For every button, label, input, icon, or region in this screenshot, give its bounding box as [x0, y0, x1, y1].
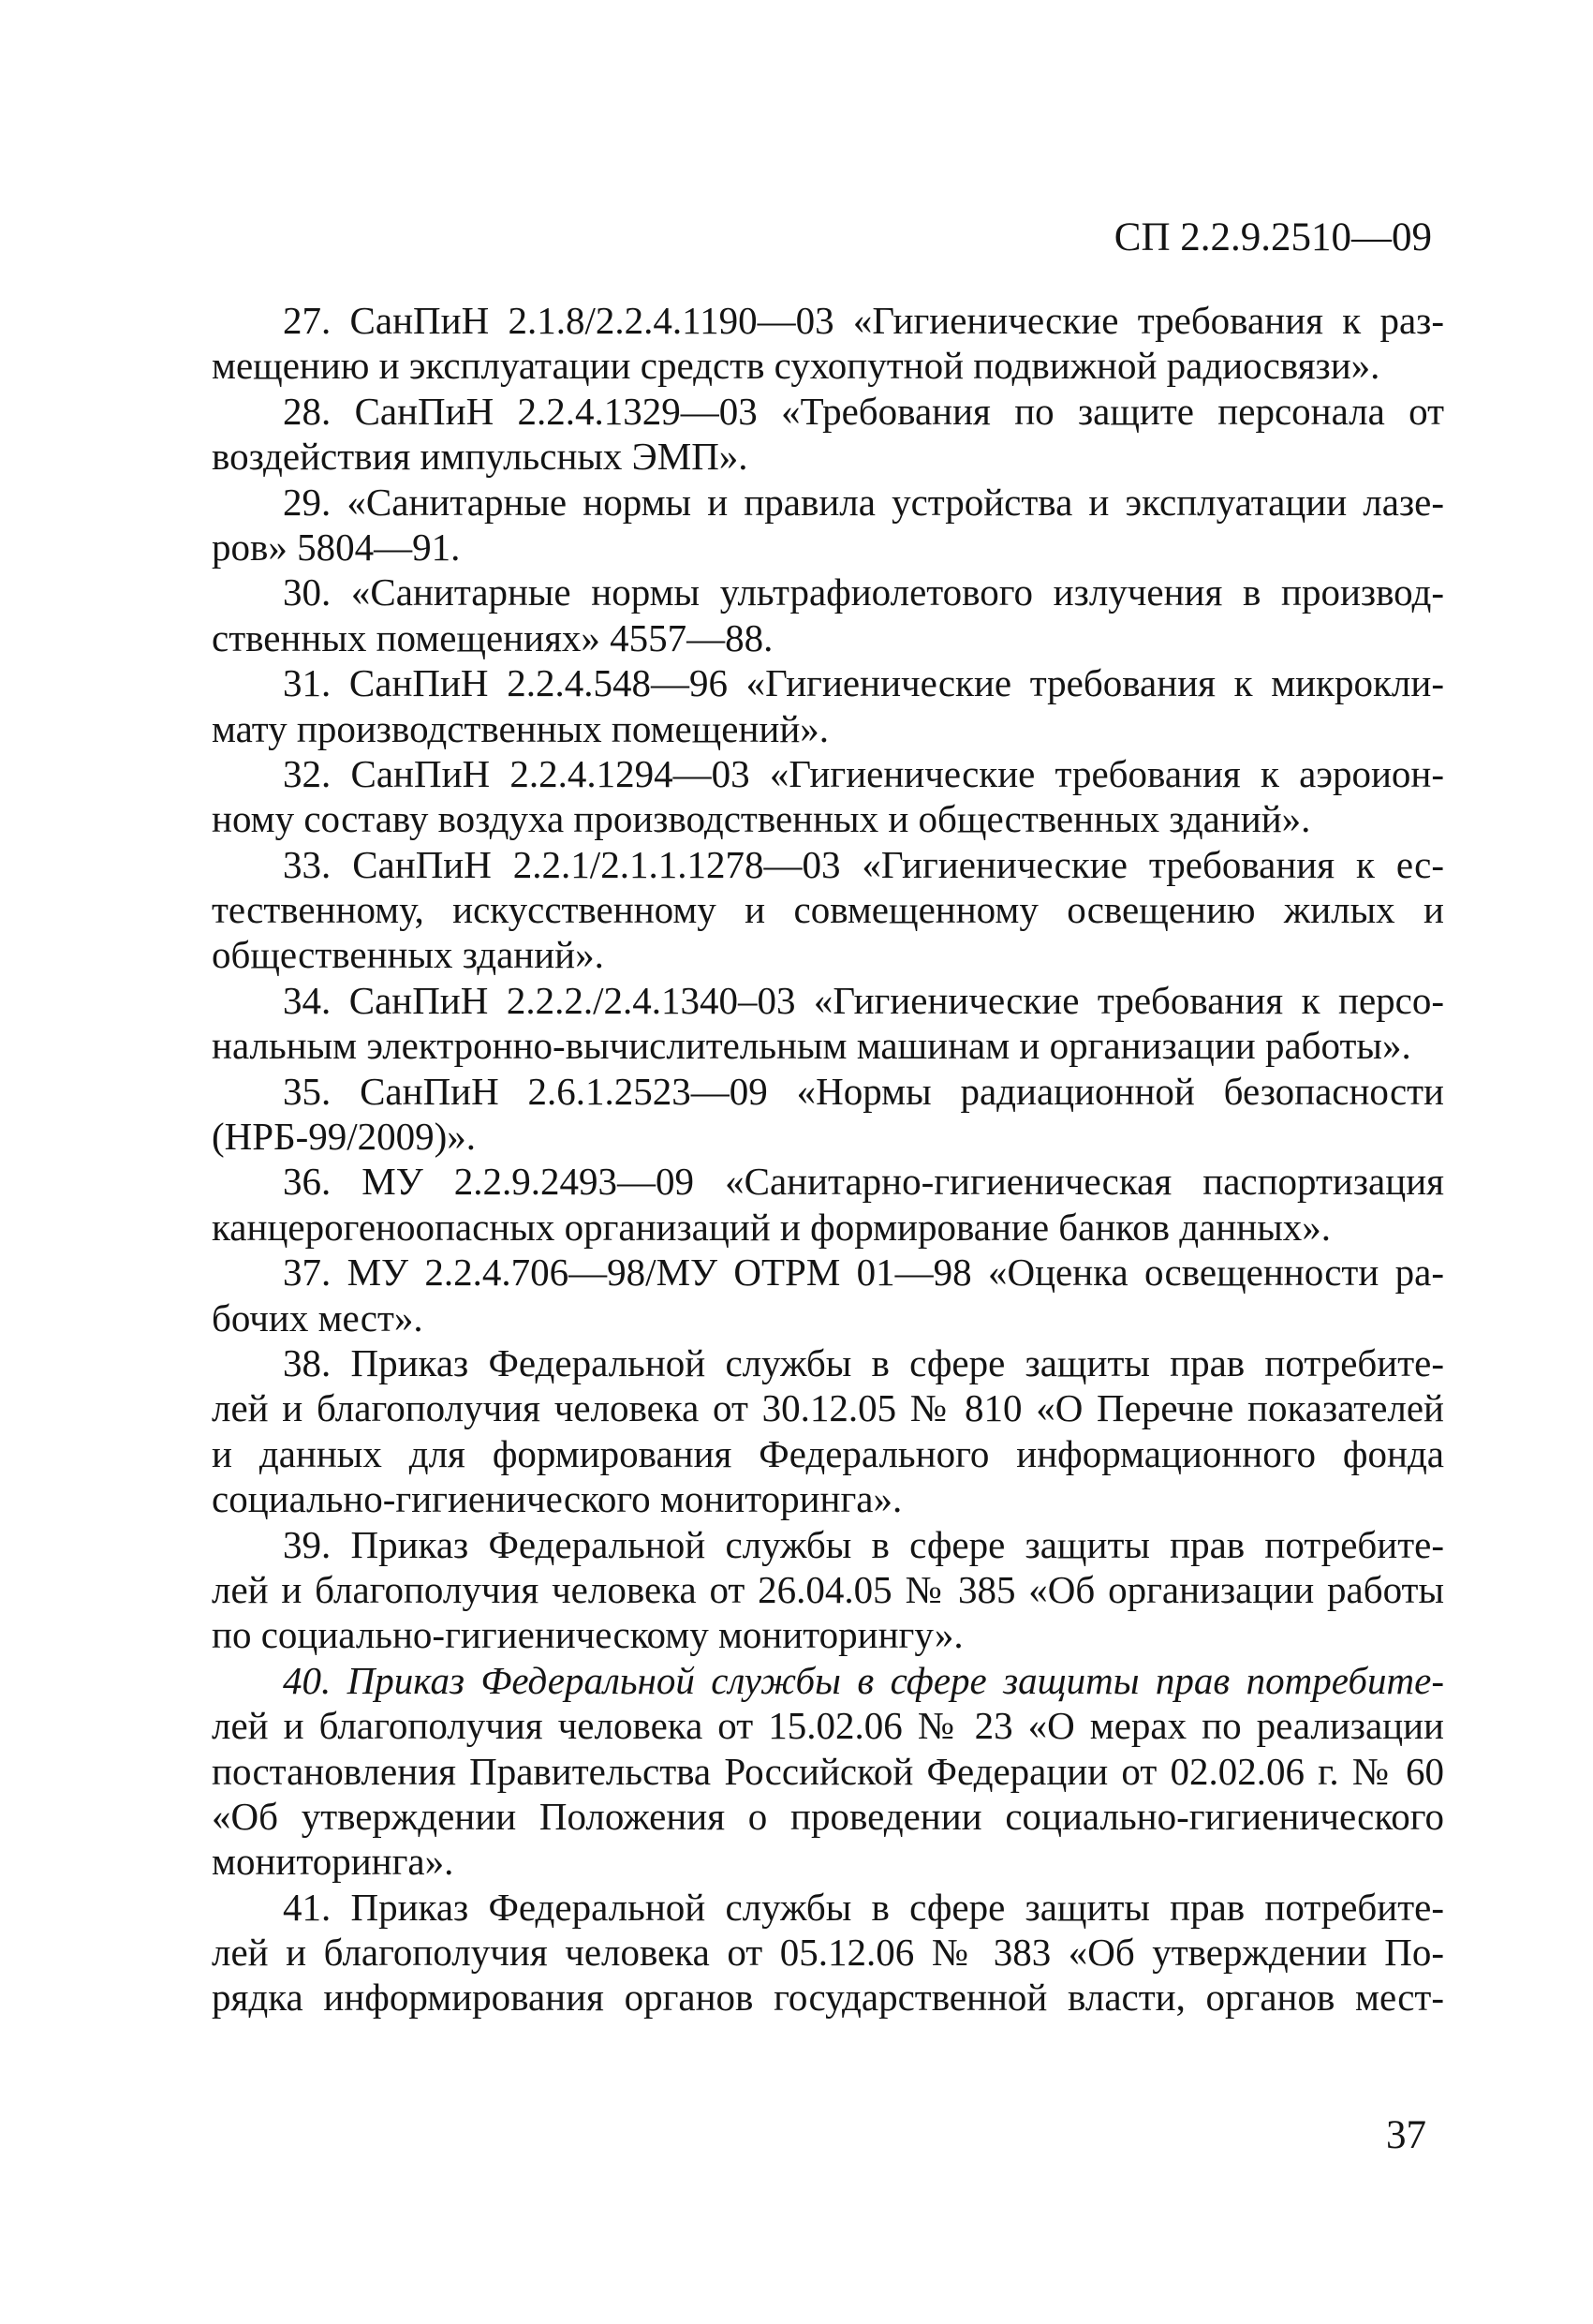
reference-item-38: [212, 1340, 1444, 1522]
reference-item-33: [212, 842, 1444, 978]
reference-line: мещению и эксплуатации средств сухопутной подвижной радиосвязи».: [212, 344, 1380, 388]
reference-line: мониторинга».: [212, 1840, 454, 1884]
reference-line: социально-гигиенического мониторинга».: [212, 1477, 903, 1521]
reference-line: по социально-гигиеническому мониторингу».: [212, 1613, 964, 1657]
reference-item-37: [212, 1250, 1444, 1340]
reference-line: лей и благополучия человека от 15.02.06 № 23 «О мерах по реализации: [212, 1704, 1444, 1748]
reference-line: общественных зданий».: [212, 933, 604, 977]
reference-line: 37. МУ 2.2.4.706—98/МУ ОТРМ 01—98 «Оценка освещенности ра-: [283, 1251, 1444, 1295]
reference-line: ному составу воздуха производственных и общественных зданий».: [212, 797, 1311, 841]
reference-line: 30. «Санитарные нормы ультрафиолетового излучения в производ-: [283, 570, 1444, 614]
page-number: 37: [1386, 2113, 1426, 2157]
reference-line: постановления Правительства Российской Федерации от 02.02.06 г. № 60: [212, 1749, 1444, 1793]
reference-item-35: [212, 1069, 1444, 1160]
reference-item-28: [212, 389, 1444, 480]
reference-line: воздействия импульсных ЭМП».: [212, 435, 748, 479]
reference-line: 33. СанПиН 2.2.1/2.1.1.1278—03 «Гигиенические требования к ес-: [283, 842, 1444, 886]
reference-line: тественному, искусственному и совмещенному освещению жилых и: [212, 888, 1444, 932]
reference-line: «Об утверждении Положения о проведении социально-гигиенического: [212, 1794, 1444, 1838]
reference-line: бочих мест».: [212, 1295, 423, 1340]
reference-line: 31. СанПиН 2.2.4.548—96 «Гигиенические требования к микрокли-: [283, 661, 1444, 705]
reference-item-39: [212, 1522, 1444, 1658]
reference-line: лей и благополучия человека от 30.12.05 № 810 «О Перечне показателей: [212, 1386, 1444, 1430]
reference-line: лей и благополучия человека от 26.04.05 № 385 «Об организации работы: [212, 1567, 1444, 1611]
reference-line: нальным электронно-вычислительным машинам и организации работы».: [212, 1024, 1411, 1068]
reference-line: мату производственных помещений».: [212, 706, 830, 750]
reference-item-29: [212, 480, 1444, 570]
reference-line: рядка информирования органов государственной власти, органов мест-: [212, 1976, 1444, 2020]
reference-item-40: [212, 1658, 1444, 1885]
reference-item-41: [212, 1885, 1444, 2021]
reference-line: 34. СанПиН 2.2.2./2.4.1340–03 «Гигиенические требования к персо-: [283, 978, 1444, 1022]
reference-item-36: [212, 1159, 1444, 1250]
document-code-header: СП 2.2.9.2510—09: [1114, 215, 1432, 259]
reference-line: 36. МУ 2.2.9.2493—09 «Санитарно-гигиеническая паспортизация: [283, 1160, 1444, 1204]
reference-line: 35. СанПиН 2.6.1.2523—09 «Нормы радиационной безопасности: [283, 1069, 1444, 1113]
reference-line: 41. Приказ Федеральной службы в сфере защиты прав потребите-: [283, 1885, 1444, 1929]
reference-line: и данных для формирования Федерального информационного фонда: [212, 1431, 1444, 1475]
reference-line: канцерогеноопасных организаций и формирование банков данных».: [212, 1205, 1331, 1249]
reference-item-27: [212, 298, 1444, 389]
reference-line: 40. Приказ Федеральной службы в сфере защиты прав потребите-: [283, 1658, 1444, 1702]
reference-line: 28. СанПиН 2.2.4.1329—03 «Требования по защите персонала от: [283, 389, 1444, 433]
reference-item-31: [212, 660, 1444, 751]
reference-line: ров» 5804—91.: [212, 525, 461, 569]
reference-item-30: [212, 570, 1444, 660]
reference-line: ственных помещениях» 4557—88.: [212, 615, 774, 659]
reference-line: лей и благополучия человека от 05.12.06 № 383 «Об утверждении По-: [212, 1931, 1444, 1975]
reference-item-32: [212, 751, 1444, 842]
reference-line: 38. Приказ Федеральной службы в сфере защиты прав потребите-: [283, 1340, 1444, 1384]
reference-line: 27. СанПиН 2.1.8/2.2.4.1190—03 «Гигиенические требования к раз-: [283, 299, 1444, 342]
reference-list: [212, 298, 1444, 2021]
reference-line: 39. Приказ Федеральной службы в сфере защиты прав потребите-: [283, 1522, 1444, 1566]
reference-item-34: [212, 978, 1444, 1069]
reference-line: 29. «Санитарные нормы и правила устройства и эксплуатации лазе-: [283, 480, 1444, 524]
reference-line: (НРБ-99/2009)».: [212, 1115, 477, 1159]
reference-line: 32. СанПиН 2.2.4.1294—03 «Гигиенические требования к аэроион-: [283, 751, 1444, 795]
